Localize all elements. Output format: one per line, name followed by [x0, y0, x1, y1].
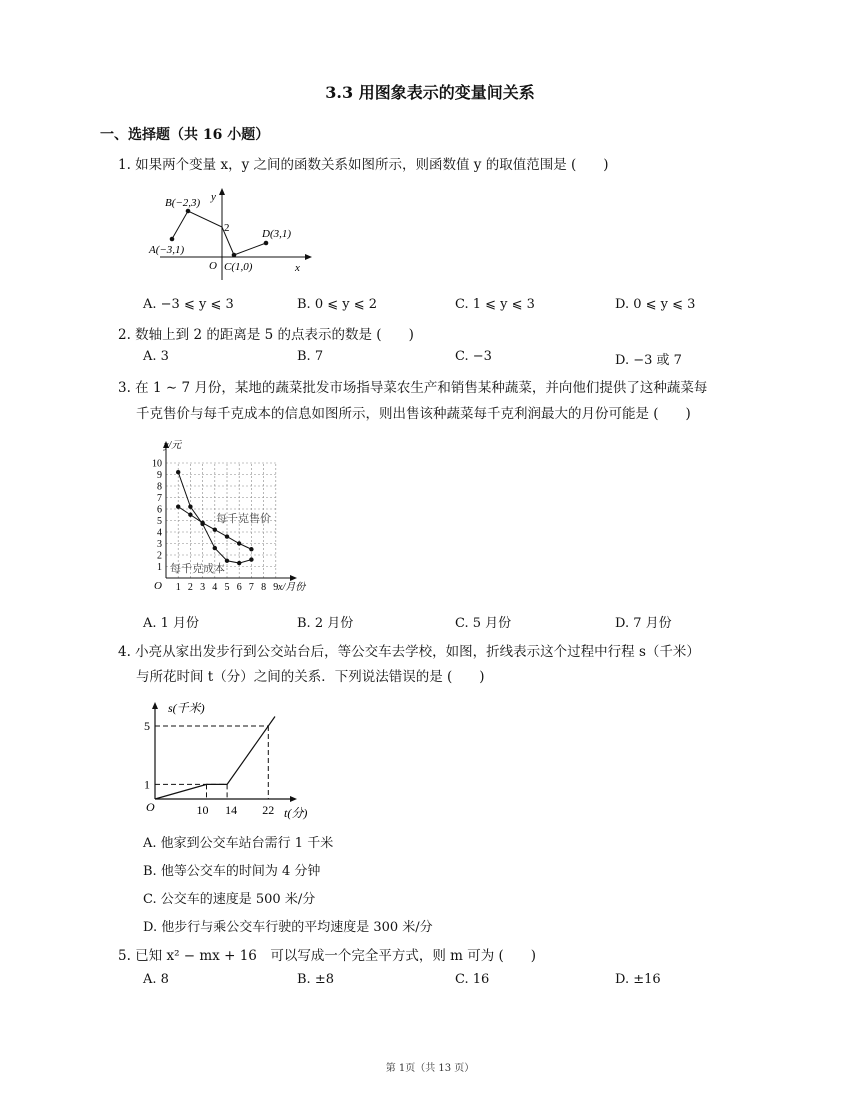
q3-ytick-label: 5	[157, 516, 162, 527]
q1-label-y: y	[211, 191, 216, 203]
q3-xtick-label: 3	[200, 582, 206, 593]
q3-cost-label: 每千克成本	[170, 563, 225, 575]
page-title: 3.3 用图象表示的变量间关系	[325, 83, 535, 102]
q3-xtick-label: 6	[236, 582, 242, 593]
question-4-stem-line2: 与所花时间 t（分）之间的关系．下列说法错误的是 ( )	[136, 669, 485, 685]
q4-y-arrow	[152, 702, 158, 709]
q3-xtick-label: 4	[212, 582, 218, 593]
question-1-figure	[140, 185, 320, 285]
q4-option-a[interactable]: A. 他家到公交车站台需行 1 千米	[143, 836, 334, 851]
q3-cost-point	[176, 470, 180, 474]
q3-ytick-label: 1	[157, 562, 162, 573]
q4-path-line	[155, 717, 275, 799]
q1-label-d: D(3,1)	[262, 228, 292, 240]
q3-xlabel: x/月份	[278, 582, 306, 593]
question-3-stem-line2: 千克售价与每千克成本的信息如图所示，则出售该种蔬菜每千克利润最大的月份可能是 ( )	[136, 406, 691, 422]
q2-option-b[interactable]: B. 7	[297, 349, 324, 364]
q4-option-d[interactable]: D. 他步行与乘公交车行驶的平均速度是 300 米/分	[143, 920, 433, 935]
q3-xtick-label: 9	[273, 582, 279, 593]
q3-cost-point	[237, 561, 241, 565]
q3-ytick-label: 8	[157, 481, 162, 493]
q2-option-d[interactable]: D. −3 或 7	[615, 353, 682, 368]
q5-option-a[interactable]: A. 8	[143, 972, 169, 987]
q3-option-a[interactable]: A. 1 月份	[143, 616, 200, 631]
q3-xtick-label: 7	[248, 582, 254, 593]
q3-ytick-label: 10	[152, 458, 162, 470]
q2-option-a[interactable]: A. 3	[143, 349, 169, 364]
question-5-stem: 5. 已知 x² − mx + 16 可以写成一个完全平方式，则 m 可为 ( )	[118, 948, 537, 964]
q4-xlabel: t(分)	[284, 806, 308, 820]
q1-option-d[interactable]: D. 0 ⩽ y ⩽ 3	[615, 297, 696, 312]
q3-ytick-label: 7	[157, 493, 162, 504]
q4-option-c[interactable]: C. 公交车的速度是 500 米/分	[143, 892, 316, 907]
q3-option-d[interactable]: D. 7 月份	[615, 616, 672, 631]
q3-cost-point	[200, 522, 204, 526]
q3-ytick-label: 2	[157, 550, 162, 562]
q3-ytick-label: 4	[157, 527, 162, 539]
q3-origin: O	[154, 580, 162, 592]
question-2-stem: 2. 数轴上到 2 的距离是 5 的点表示的数是 ( )	[118, 327, 414, 343]
q1-option-c[interactable]: C. 1 ⩽ y ⩽ 3	[455, 297, 535, 312]
q3-xtick-label: 5	[224, 582, 230, 593]
question-1-stem: 1. 如果两个变量 x，y 之间的函数关系如图所示，则函数值 y 的取值范围是 ( )	[118, 157, 609, 173]
section-heading: 一、选择题（共 16 小题）	[100, 127, 270, 143]
question-4-chart	[140, 695, 320, 825]
q3-price-label: 每千克售价	[216, 513, 271, 525]
q5-option-b[interactable]: B. ±8	[297, 972, 334, 987]
q1-option-a[interactable]: A. −3 ⩽ y ⩽ 3	[143, 297, 234, 312]
q1-point-b	[186, 209, 191, 214]
q5-option-d[interactable]: D. ±16	[615, 972, 661, 987]
q3-price-point	[237, 541, 241, 545]
q1-label-x: x	[295, 262, 300, 274]
q3-option-b[interactable]: B. 2 月份	[297, 616, 354, 631]
q4-xtick-label: 10	[196, 803, 209, 817]
q3-price-point	[249, 547, 253, 551]
q3-ytick-label: 6	[157, 504, 162, 516]
q4-origin: O	[146, 800, 155, 814]
q5-option-c[interactable]: C. 16	[455, 972, 490, 987]
q3-ytick-label: 9	[157, 470, 162, 481]
q3-cost-point	[213, 546, 217, 550]
q4-option-b[interactable]: B. 他等公交车的时间为 4 分钟	[143, 864, 321, 879]
q1-label-c: C(1,0)	[224, 261, 253, 273]
q1-point-d	[264, 241, 269, 246]
q3-x-arrow	[290, 575, 297, 581]
q3-price-point	[188, 513, 192, 517]
q3-price-point	[225, 534, 229, 538]
q4-ylabel: s(千米)	[168, 701, 205, 715]
q3-xtick-label: 1	[175, 582, 181, 593]
question-3-chart	[140, 432, 340, 604]
q3-price-point	[176, 505, 180, 509]
q1-point-a	[170, 237, 175, 242]
question-3-stem-line1: 3. 在 1 ∼ 7 月份，某地的蔬菜批发市场指导菜农生产和销售某种蔬菜，并向他们提供了这种蔬菜每	[118, 380, 708, 396]
q4-x-arrow	[290, 796, 297, 802]
q3-cost-point	[225, 559, 229, 563]
page-footer: 第 1页（共 13 页）	[385, 1063, 475, 1074]
q1-label-two: 2	[224, 222, 230, 234]
q1-label-a: A(−3,1)	[149, 244, 185, 256]
q1-curve	[172, 211, 266, 255]
q3-ylabel: y/元	[164, 440, 182, 451]
q1-y-arrow	[219, 188, 225, 195]
q3-price-point	[213, 528, 217, 532]
q1-x-arrow	[305, 254, 312, 260]
q3-cost-point	[188, 505, 192, 509]
q1-label-b: B(−2,3)	[165, 197, 201, 209]
q1-point-c	[232, 253, 237, 258]
q4-ytick-label: 5	[144, 719, 150, 733]
q4-xtick-label: 14	[225, 803, 238, 817]
q4-xtick-label: 22	[262, 803, 275, 817]
q3-xtick-label: 2	[187, 582, 193, 593]
question-4-stem-line1: 4. 小亮从家出发步行到公交站台后，等公交车去学校，如图，折线表示这个过程中行程 s（千米）	[118, 644, 700, 660]
q4-ytick-label: 1	[144, 777, 150, 792]
q3-cost-point	[249, 557, 253, 561]
q3-xtick-label: 8	[261, 582, 267, 593]
q1-option-b[interactable]: B. 0 ⩽ y ⩽ 2	[297, 297, 378, 312]
q3-ytick-label: 3	[157, 539, 162, 550]
q1-label-origin: O	[209, 260, 217, 272]
q3-option-c[interactable]: C. 5 月份	[455, 616, 512, 631]
q2-option-c[interactable]: C. −3	[455, 349, 492, 364]
